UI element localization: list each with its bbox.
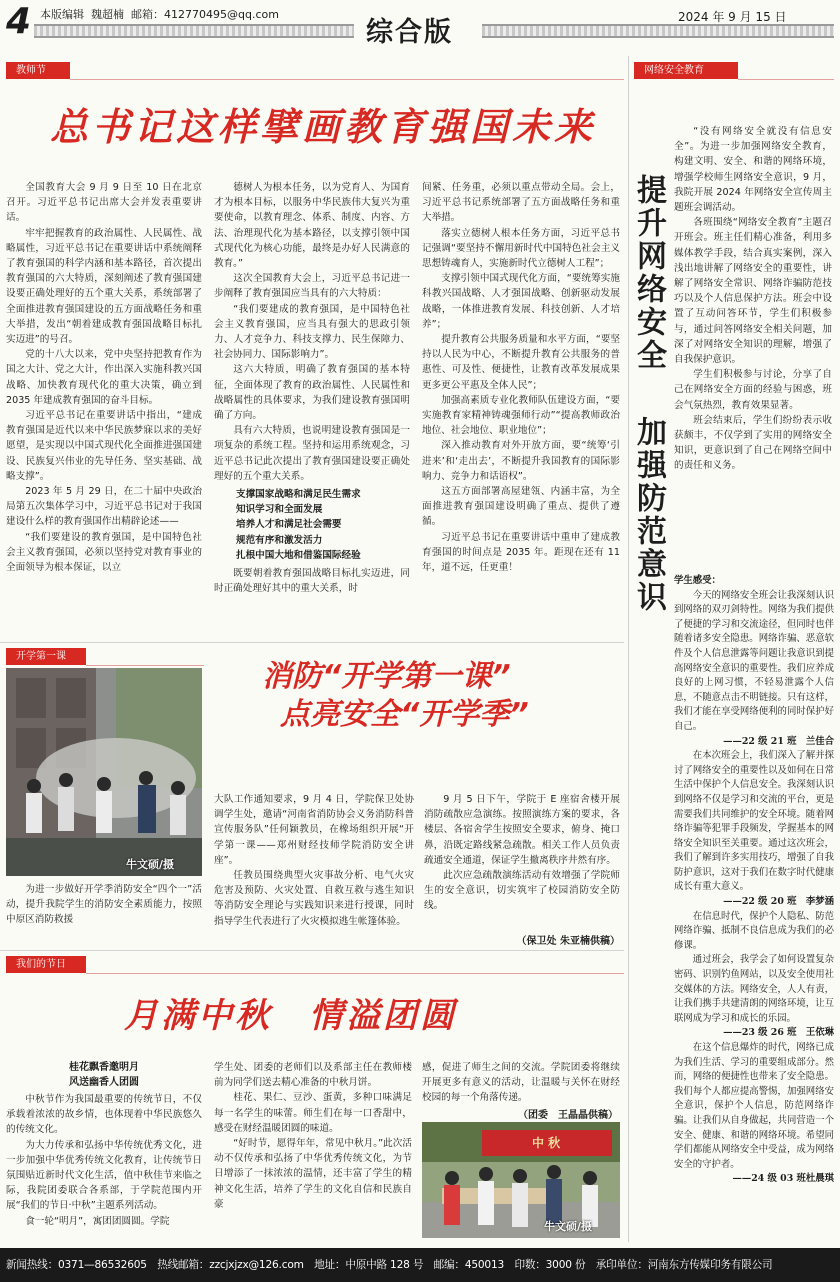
fire-drill-image (6, 668, 202, 876)
article-teachers-day (0, 0, 624, 640)
issue-date: 2024 年 9 月 15 日 (678, 10, 787, 24)
headline-line-1: 提升网络安全 (631, 174, 666, 372)
byline: （保卫处 朱亚楠供稿） (516, 936, 620, 947)
relation-item: 扎根中国大地和借鉴国际经验 (236, 549, 361, 561)
column-1: 全国教育大会 9 月 9 日至 10 日在北京召开。习近平总书记出席大会并发表重要讲话。 牢牢把握教育的政治属性、人民属性、战略属性，习近平总书记在重要讲话中系统阐释了教育强国的科学内涵和基本路径，首次提出教育强国的六大特质，深刻阐述了教育强国建设要正确处理好的五个重大关系，系统部署了全面推进教育强国建设的五方面战略任务和重大举措，发出“朝着建成教育强国战略目标扎实迈进”的号召。 党的十八大以来，党中央坚持把教育作为国之大计、党之大计，作出深入实施科教兴国战略、加快教育现代化的重大决策，确立到 2035 年建成教育强国的奋斗目标。 习近平总书记在重要讲话中指出，“建成教育强国是近代以来中华民族梦寐以求的美好愿望，是实现以中国式现代化全面推进强国建设、民族复兴伟业的先导任务、坚实基础、战略支撑”。 2023 年 5 月 29 日，在二十届中央政治局第五次集体学习中，习近平总书记对于我国建设什么样的教育强国作出精辟论述—— “我们要建设的教育强国，是中国特色社会主义教育强国，必须以坚持党对教育事业的全面领导为根本保证，以立 (6, 182, 202, 574)
tag-rule (86, 665, 204, 666)
student-feelings: 学生感受： 今天的网络安全班会让我深刻认识到网络的双刃剑特性。网络为我们提供了便捷的学习和交流途径，但同时也伴随着诸多安全隐患。网络诈骗、恶意软件及个人信息泄露等问题让我意识到提高网络安全意识的重要性。我们应养成良好的上网习惯，不轻易泄露个人信息，不随意点击不明链接。只有这样，我们才能在享受网络便利的同时保护好自己。 ——22 级 21 班 兰佳合 在本次班会上，我们深入了解并探讨了网络安全的重要性以及如何在日常生活中保护个人信息安全。我深刻认识到网络不仅是学习和交流的平台，更是需要我们共同维护的安全环境。随着网络诈骗等犯罪手段频发，学握基本的网络安全知识至关重要。通过这次班会，我们了解到许多实用技巧，增强了自我防护意识，这对于我们在数字时代健康成长有重大意义。 ——22 级 20 班 李梦涵 在信息时代，保护个人隐私、防范网络诈骗、抵制不良信息成为我们的必修课。 通过班会，我学会了如何设置复杂密码、识别钓鱼网站，以及安全使用社交媒体的方法。网络安全，人人有责，让我们携手共建清朗的网络环境，让互联网成为学习和成长的乐园。 ——23 级 26 班 王依琳 在这个信息爆炸的时代，网络已成为我们生活、学习的重要组成部分。然而，网络的便捷性也带来了安全隐患。我们每个人都应提高警惕，加强网络安全意识，保护个人信息，防范网络诈骗。让我们从自身做起，共同营造一个安全、健康、和谐的网络环境。希望同学们都能从网络安全中受益，成为网络安全的守护者。 ——24 级 03 班杜晨琪 (674, 574, 834, 1238)
relation-item: 支撑国家战略和满足民生需求 (236, 489, 361, 501)
footer-bar (0, 1248, 840, 1282)
fire-drill-photo (6, 668, 202, 876)
sidebar-divider (628, 56, 629, 1242)
section-divider (0, 950, 624, 951)
subhead-line-1: 桂花飘香邀明月 (69, 1062, 139, 1073)
relation-item: 培养人才和满足社会需要 (236, 519, 342, 531)
feeling-author: ——22 级 21 班 兰佳合 (723, 735, 834, 747)
lead-paragraph: 为进一步做好开学季消防安全“四个一”活动，提升我院学生的消防安全素质能力，按照中原区消防救援 (6, 884, 202, 926)
column-2: 学生处、团委的老师们以及系部主任在教师楼前为同学们送去精心准备的中秋月饼。 桂花、果仁、豆沙、蛋黄，多种口味满足每一名学生的味蕾。师生们在每一口香甜中，感受在财经温暖团圆的味道。 “好时节，愿得年年，常见中秋月。”此次活动不仅传承和弘扬了中华优秀传统文化，为节日增添了一抹浓浓的温情，还丰富了学生的精神文化生活，培养了学生的文化自信和民族自豪 (214, 1062, 412, 1210)
intro-text: “没有网络安全就没有信息安全”。为进一步加强网络安全教育，构建文明、安全、和谐的网络环境，增强学校师生网络安全意识，9 月，我院开展 2024 年网络安全宣传周主题班会调活动。 各班围绕“网络安全教育”主题召开班会。班主任们精心准备，利用多媒体教学手段，结合真实案例，深入浅出地讲解了网络安全的重要性，讲解了网络安全常识、网络诈骗防范技巧以及个人信息保护方法。班会中设置了互动问答环节，学生们积极参与，通过问答网络安全相关问题，加深了对网络安全知识的理解，增强了自我保护意识。 学生们积极参与讨论，分享了自己在网络安全方面的经验与困惑，班会气氛热烈，教育效果显著。 班会结束后，学生们纷纷表示收获颇丰，不仅学到了实用的网络安全知识，更意识到了自己在网络空间中的责任和义务。 (674, 126, 832, 472)
column-1: 大队工作通知要求，9 月 4 日，学院保卫处协调学生处，邀请“河南省消防协会义务消防科普宣传服务队”任何颖教员，在橡场组织开展“开学第一课——郑州财经技师学院消防安全讲座”。 任教员围绕典型火灾事故分析、电气火灾危害及预防、火灾处置、自救互救与逃生知识等消防安全理论与实践知识来进行授课，同时指导学生代表进行了火灾模拟逃生帐篷体验。 (214, 794, 414, 927)
article-fire-safety (0, 640, 624, 952)
section-tag: 开学第一课 (6, 648, 86, 665)
column-1: 中秋节作为我国最重要的传统节日，不仅承载着浓浓的故乡情，也体现着中华民族悠久的传统文化。 为大力传承和弘扬中华传统优秀文化，进一步加强中华优秀传统文化教育，让传统节日氛围贴近新时代文化生活，值中秋佳节来临之际，我院团委联合各系部，于学院范围内开展“我们的节日·中秋”主题系列活动。 食一轮“明月”，寓团团圆圆。学院 (6, 1094, 202, 1227)
column-3: 间紧、任务重，必须以重点带动全局。会上，习近平总书记系统部署了五方面战略任务和重大举措。 落实立德树人根本任务方面，习近平总书记强调“要坚持不懈用新时代中国特色社会主义思想铸魂育人，实施新时代立德树人工程”； 支撑引领中国式现代化方面，“要统筹实施科教兴国战略、人才强国战略、创新驱动发展战略，一体推进教育发展、科技创新、人才培养”； 提升教育公共服务质量和水平方面，“要坚持以人民为中心，不断提升教育公共服务的普惠性、可及性、便捷性，让教育改革发展成果更多更公平惠及全体人民”； 加强高素质专业化教师队伍建设方面，“要实施教育家精神铸魂强师行动”“提高教师政治地位、社会地位、职业地位”； 深入推动教育对外开放方面，要“统筹‘引进来’和‘走出去’，不断提升我国教育的国际影响力、竞争力和话语权”。 这五方面部署高屋建瓴、内涵丰富，为全面推进教育强国建设明确了重点、提供了遵循。 习近平总书记在重要讲话中重申了建成教育强国的时间点是 2035 年。距现在还有 11 年，道不远，任更重！ (422, 182, 620, 574)
headline: 总书记这样擘画教育强国未来 (50, 105, 597, 149)
subhead-line-2: 风送幽香人团圆 (69, 1077, 139, 1088)
byline: （团委 王晶晶供稿） (518, 1110, 618, 1121)
editor-line: 本版编辑 魏超楠 邮箱：412770495@qq.com (40, 8, 279, 21)
headline-line-2: 加强防范意识 (631, 416, 666, 614)
headline-line-2: 点亮安全“开学季” (280, 697, 529, 732)
headline: 月满中秋 情溢团圆 (124, 996, 457, 1036)
article-mid-autumn (0, 952, 624, 1242)
headline (262, 658, 529, 734)
section-tag: 我们的节日 (6, 956, 86, 973)
column-2: 德树人为根本任务，以为党育人、为国育才为根本目标，以服务中华民族伟大复兴为重要使命，以教育理念、体系、制度、内容、方法、治理现代化为基本路径，以支撑引领中国式现代化为核心功能，最终是办好人民满意的教育。” 这次全国教育大会上，习近平总书记进一步阐释了教育强国应当具有的六大特质： “我们要建成的教育强国，是中国特色社会主义教育强国，应当具有强大的思政引领力、人才竞争力、科技支撑力、民生保障力、社会协同力、国际影响力”。 这六大特质，明确了教育强国的基本特征，全面体现了教育的政治属性、人民属性和战略属性的具体要求，为我们建设教育强国明确了方向。 具有六大特质，也说明建设教育强国是一项复杂的系统工程。坚持和运用系统观念，习近平总书记此次提出了教育强国建设要正确处理好的五个重大关系。 支撑国家战略和满足民生需求 知识学习和全面发展 培养人才和满足社会需要 规范有序和激发活力 扎根中国大地和借鉴国际经验 既要朝着教育强国战略目标扎实迈进，同时正确处理好其中的重大关系，时 (214, 182, 410, 595)
headline-line-1: 消防“开学第一课” (262, 659, 511, 694)
section-tag: 网络安全教育 (634, 62, 738, 79)
relation-item: 规范有序和激发活力 (236, 534, 323, 546)
tag-rule (738, 79, 834, 80)
tag-rule (70, 79, 624, 80)
feeling-author: ——23 级 26 班 王依琳 (723, 1027, 834, 1039)
section-title: 综合版 (366, 17, 453, 48)
sidebar-network-security (628, 0, 840, 1242)
section-tag: 教师节 (6, 62, 70, 79)
relation-item: 知识学习和全面发展 (236, 504, 323, 516)
mid-autumn-photo (422, 1122, 620, 1238)
footer-text: 新闻热线：0371—86532605 热线邮箱：zzcjxjzx@126.com 地址：中原中路 128 号 邮编：450013 印数：3000 份 承印单位：河南东方传媒印务有限公司 (6, 1259, 773, 1271)
photo-banner-text: 中 秋 (532, 1136, 561, 1150)
subhead (6, 1060, 202, 1090)
feeling-author: ——24 级 03 班杜晨琪 (732, 1173, 834, 1185)
section-divider (0, 642, 624, 643)
column-3: 感，促进了师生之间的交流。学院团委将继续开展更多有意义的活动，让温暖与关怀在财经校园的每一个角落传递。 (422, 1062, 620, 1104)
tag-rule (86, 973, 624, 974)
photo-credit: 牛文硕/摄 (126, 858, 175, 871)
column-2: 9 月 5 日下午，学院于 E 座宿舍楼开展消防疏散应急演练。按照演练方案的要求，各楼层、各宿舍学生按照安全要求，俯身、掩口鼻，沿既定路线紧急疏散。相关工作人员负责疏通安全通道，保证学生撤离秩序井然有序。 此次应急疏散演练活动有效增强了学院师生的安全意识，切实筑牢了校园消防安全防线。 (424, 794, 620, 912)
five-relations-list (236, 487, 410, 563)
page-number: 4 (6, 1, 32, 42)
feelings-title: 学生感受： (674, 575, 721, 586)
photo-credit: 牛文硕/摄 (544, 1220, 593, 1233)
feeling-author: ——22 级 20 班 李梦涵 (723, 896, 834, 908)
vertical-headline (630, 174, 666, 654)
